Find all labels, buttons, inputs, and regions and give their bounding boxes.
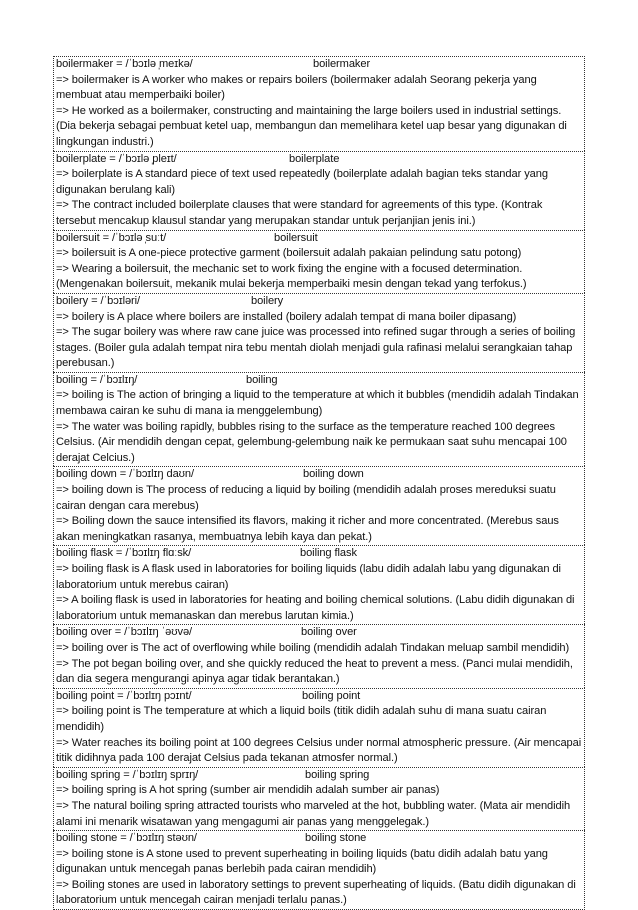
definition: => boiling over is The act of overflowing while boiling (mendidih adalah Tindakan meluap sambil mendidih): [56, 641, 570, 654]
entry-header: [56, 831, 582, 847]
headword: boilermaker: [313, 58, 371, 70]
headword: boiling point: [302, 689, 361, 702]
definition: => boiling stone is A stone used to prevent superheating in boiling liquids (batu didih adalah batu yang digunakan untuk mencegah panas berlebih pada cairan mendidih): [56, 847, 548, 876]
definition: => boilerplate is A standard piece of text used repeatedly (boilerplate adalah bagian teks standar yang digunakan berulang kali): [56, 168, 548, 196]
definition: => boilermaker is A worker who makes or repairs boilers (boilermaker adalah Seorang pekerja yang membuat atau memperbaiki boiler): [56, 73, 537, 102]
entry-boilermaker: [53, 56, 585, 151]
definition: => boiling down is The process of reducing a liquid by boiling (mendidih adalah proses mereduksi suatu cairan dengan cara merebus): [56, 484, 556, 512]
entry-header: [56, 57, 582, 73]
example-sentence: => The water was boiling rapidly, bubbles rising to the surface as the temperature reached 100 degrees Celsius. (Air mendidih dengan cepat, gelembung-gelembung naik ke permukaan saat suhu mencapai 100 derajat Celcius.): [56, 420, 567, 464]
headword-pronunciation: boiling spring = /ˈbɔɪlɪŋ sprɪŋ/: [56, 768, 199, 781]
headword: boiling flask: [300, 547, 357, 560]
entry-boiling-spring: [53, 767, 585, 830]
headword-pronunciation: boiling = /ˈbɔɪlɪŋ/: [56, 373, 138, 386]
entry-boilersuit: [53, 230, 585, 293]
entry-boilery: [53, 293, 585, 372]
headword: boiling spring: [305, 768, 370, 781]
example-sentence: => Wearing a boilersuit, the mechanic set to work fixing the engine with a focused determination. (Mengenakan boilersuit, mekanik mulai bekerja memperbaiki mesin dengan tekad yang terfokus.): [56, 262, 527, 291]
headword: boilery: [251, 294, 284, 307]
example-sentence: => The contract included boilerplate clauses that were standard for agreements of this type. (Kontrak tersebut mencakup klausul standar yang merupakan standar untuk perjanjian jenis ini.): [56, 199, 543, 227]
example-sentence: => Water reaches its boiling point at 100 degrees Celsius under normal atmospheric pressure. (Air mencapai titik didihnya pada 100 derajat Celsius pada tekanan atmosfer normal.): [56, 736, 582, 765]
headword-pronunciation: boiling over = /ˈbɔɪlɪŋ ˈəʊvə/: [56, 626, 193, 639]
headword: boilersuit: [274, 231, 318, 244]
entry-header: [56, 546, 582, 562]
entry-header: [56, 689, 582, 705]
headword-pronunciation: boiling point = /ˈbɔɪlɪŋ pɔɪnt/: [56, 689, 192, 702]
entry-header: [56, 152, 582, 168]
entry-boiling-flask: [53, 545, 585, 624]
example-sentence: => Boiling stones are used in laboratory settings to prevent superheating of liquids. (Batu didih digunakan di laboratorium untuk mencegah cairan menjadi terlalu panas.): [56, 878, 576, 907]
definition: => boiling point is The temperature at which a liquid boils (titik didih adalah suhu di mana suatu cairan mendidih): [56, 705, 547, 733]
entry-boilerplate: [53, 151, 585, 230]
headword-pronunciation: boilermaker = /ˈbɔɪlə ̩meɪkə/: [56, 58, 193, 70]
entry-boiling-point: [53, 688, 585, 767]
headword: boilerplate: [289, 152, 340, 165]
example-sentence: => Boiling down the sauce intensified its flavors, making it richer and more concentrated. (Merebus saus akan meningkatkan rasanya, membuatnya lebih kaya dan pekat.): [56, 515, 559, 543]
definition: => boilery is A place where boilers are installed (boilery adalah tempat di mana boiler dipasang): [56, 310, 517, 323]
headword: boiling over: [301, 626, 357, 639]
entry-header: [56, 373, 582, 389]
example-sentence: => The pot began boiling over, and she quickly reduced the heat to prevent a mess. (Panci mulai mendidih, dan dia segera mengurangi apinya agar tidak berantakan.): [56, 657, 573, 686]
entry-header: [56, 294, 582, 310]
entry-header: [56, 768, 582, 784]
example-sentence: => A boiling flask is used in laboratories for heating and boiling chemical solutions. (Labu didih digunakan di laboratorium untuk memanaskan dan merebus larutan kimia.): [56, 594, 575, 622]
headword-pronunciation: boilery = /ˈbɔɪləri/: [56, 294, 141, 307]
entry-header: [56, 467, 582, 483]
headword: boiling down: [303, 468, 364, 481]
example-sentence: => The sugar boilery was where raw cane juice was processed into refined sugar through a series of boiling stages. (Boiler gula adalah tempat nira tebu mentah diolah menjadi gula rafinasi melalui serangkaian tahap perebusan.): [56, 326, 576, 370]
example-sentence: => He worked as a boilermaker, constructing and maintaining the large boilers used in industrial settings. (Dia bekerja sebagai pembuat ketel uap, membangun dan memelihara ketel uap besar yang digunakan di lingkungan industri.): [56, 104, 567, 148]
entry-boiling-stone: [53, 830, 585, 910]
entry-boiling-down: [53, 466, 585, 545]
headword-pronunciation: boiling down = /ˈbɔɪlɪŋ daʊn/: [56, 468, 195, 481]
headword-pronunciation: boiling stone = /ˈbɔɪlɪŋ stəʊn/: [56, 832, 197, 845]
entry-boiling-over: [53, 624, 585, 687]
definition: => boiling spring is A hot spring (sumber air mendidih adalah sumber air panas): [56, 784, 440, 797]
definition: => boiling is The action of bringing a liquid to the temperature at which it bubbles (mendidih adalah Tindakan membawa cairan ke suhu di mana ia menggelembung): [56, 389, 579, 418]
headword: boiling: [246, 373, 278, 386]
headword: boiling stone: [305, 832, 367, 845]
entry-header: [56, 231, 582, 247]
definition: => boilersuit is A one-piece protective garment (boilersuit adalah pakaian pelindung satu potong): [56, 247, 522, 260]
example-sentence: => The natural boiling spring attracted tourists who marveled at the hot, bubbling water. (Mata air mendidih alami ini menarik wisatawan yang mengagumi air panas yang menggelegak.): [56, 799, 571, 828]
vocabulary-sheet: [53, 56, 585, 910]
headword-pronunciation: boilerplate = /ˈbɔɪlə ̩pleɪt/: [56, 152, 177, 165]
definition: => boiling flask is A flask used in laboratories for boiling liquids (labu didih adalah labu yang digunakan di laboratorium untuk merebus cairan): [56, 563, 561, 591]
headword-pronunciation: boiling flask = /ˈbɔɪlɪŋ flɑːsk/: [56, 547, 192, 560]
headword-pronunciation: boilersuit = /ˈbɔɪlə ̩suːt/: [56, 231, 167, 244]
entry-header: [56, 625, 582, 641]
entry-boiling: [53, 372, 585, 467]
